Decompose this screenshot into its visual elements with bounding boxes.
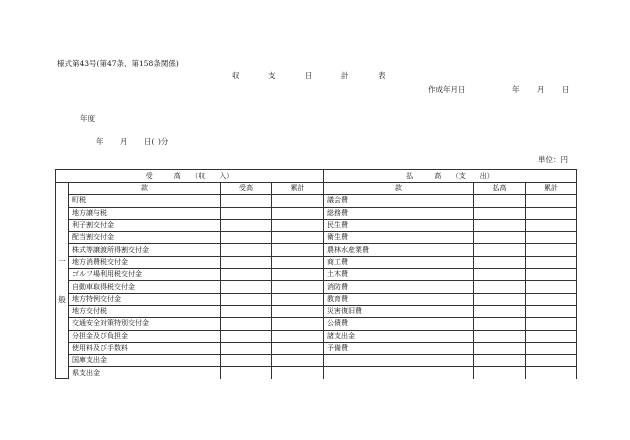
section-char: 一 <box>58 257 66 267</box>
table-row <box>56 330 577 342</box>
expenditure-item-cell <box>324 355 474 367</box>
received-amount-cell <box>221 256 272 268</box>
document-title <box>232 72 386 80</box>
period-date-fields <box>96 138 168 146</box>
received-cumulative-cell <box>272 342 324 354</box>
paid-amount-cell <box>474 244 526 256</box>
title-char: 計 <box>341 71 349 80</box>
paid-cumulative-cell <box>526 281 577 293</box>
unit-label: 単位：円 <box>538 155 568 164</box>
created-date-fields <box>512 86 570 94</box>
paid-amount-cell <box>474 269 526 281</box>
received-cumulative-cell <box>272 367 324 379</box>
title-char: 表 <box>378 71 386 80</box>
received-cumulative-cell <box>272 219 324 231</box>
received-cumulative-cell <box>272 232 324 244</box>
ledger-table <box>55 169 577 379</box>
section-char: 般 <box>58 294 66 304</box>
received-cumulative-cell <box>272 318 324 330</box>
received-amount-cell <box>221 281 272 293</box>
paid-amount-cell <box>474 318 526 330</box>
year-label: 年 <box>96 137 104 146</box>
expenditure-item-cell: 諸支出金 <box>324 330 474 342</box>
table-row <box>56 256 577 268</box>
expenditure-item-cell: 教育費 <box>324 293 474 305</box>
received-cumulative-cell <box>272 293 324 305</box>
paid-amount-cell <box>474 256 526 268</box>
received-amount-cell <box>221 219 272 231</box>
month-label: 月 <box>537 85 545 94</box>
paid-amount-cell <box>474 219 526 231</box>
paid-cumulative-cell <box>526 219 577 231</box>
received-cumulative-cell <box>272 244 324 256</box>
day-label: 日( <box>144 137 155 146</box>
paid-amount-cell <box>474 342 526 354</box>
received-cumulative-cell <box>272 305 324 317</box>
received-cumulative-cell <box>272 330 324 342</box>
received-amount-cell <box>221 342 272 354</box>
paid-amount-cell <box>474 281 526 293</box>
expenditure-item-cell: 衛生費 <box>324 232 474 244</box>
received-amount-cell <box>221 355 272 367</box>
expenditure-item-cell: 土木費 <box>324 269 474 281</box>
general-account-section <box>56 183 69 379</box>
revenue-item-cell: 交通安全対策特別交付金 <box>69 318 221 330</box>
received-cumulative-header: 累計 <box>272 183 324 195</box>
receipts-header: 受 高 （収 入） <box>56 170 324 183</box>
fiscal-year-label: 年度 <box>80 114 95 123</box>
portion-label: )分 <box>158 137 169 146</box>
paid-cumulative-cell <box>526 232 577 244</box>
expenditure-item-header: 款 <box>324 183 474 195</box>
paid-cumulative-cell <box>526 244 577 256</box>
received-amount-cell <box>221 318 272 330</box>
expenditure-item-cell: 消防費 <box>324 281 474 293</box>
received-amount-cell <box>221 293 272 305</box>
revenue-item-cell: 地方消費税交付金 <box>69 256 221 268</box>
expenditure-item-cell: 総務費 <box>324 207 474 219</box>
paid-cumulative-cell <box>526 318 577 330</box>
received-cumulative-cell <box>272 281 324 293</box>
paid-amount-cell <box>474 355 526 367</box>
paid-header: 払高 <box>474 183 526 195</box>
table-row <box>56 318 577 330</box>
paid-amount-cell <box>474 207 526 219</box>
expenditure-item-cell: 民生費 <box>324 219 474 231</box>
paid-cumulative-cell <box>526 269 577 281</box>
revenue-item-cell: 国庫支出金 <box>69 355 221 367</box>
paid-amount-cell <box>474 330 526 342</box>
year-label: 年 <box>512 85 520 94</box>
revenue-item-cell: 使用料及び手数料 <box>69 342 221 354</box>
received-cumulative-cell <box>272 195 324 207</box>
revenue-item-cell: 株式等譲渡所得割交付金 <box>69 244 221 256</box>
expenditure-item-cell: 議会費 <box>324 195 474 207</box>
title-char: 収 <box>232 71 240 80</box>
received-amount-cell <box>221 269 272 281</box>
table-row <box>56 293 577 305</box>
revenue-item-cell: 町税 <box>69 195 221 207</box>
received-cumulative-cell <box>272 256 324 268</box>
expenditure-item-cell: 公債費 <box>324 318 474 330</box>
paid-cumulative-cell <box>526 367 577 379</box>
expenditure-item-cell: 農林水産業費 <box>324 244 474 256</box>
paid-cumulative-header: 累計 <box>526 183 577 195</box>
month-label: 月 <box>120 137 128 146</box>
title-char: 支 <box>268 71 276 80</box>
revenue-item-cell: 地方特例交付金 <box>69 293 221 305</box>
expenditure-item-cell: 予備費 <box>324 342 474 354</box>
revenue-item-cell: 配当割交付金 <box>69 232 221 244</box>
paid-cumulative-cell <box>526 207 577 219</box>
paid-cumulative-cell <box>526 293 577 305</box>
day-label: 日 <box>562 85 570 94</box>
paid-amount-cell <box>474 232 526 244</box>
revenue-item-cell: 利子割交付金 <box>69 219 221 231</box>
received-cumulative-cell <box>272 355 324 367</box>
received-amount-cell <box>221 244 272 256</box>
expenditure-item-cell <box>324 367 474 379</box>
table-row <box>56 269 577 281</box>
table-row <box>56 195 577 207</box>
received-amount-cell <box>221 195 272 207</box>
received-amount-cell <box>221 305 272 317</box>
paid-cumulative-cell <box>526 355 577 367</box>
paid-amount-cell <box>474 367 526 379</box>
paid-cumulative-cell <box>526 342 577 354</box>
paid-amount-cell <box>474 305 526 317</box>
revenue-item-cell: ゴルフ場利用税交付金 <box>69 269 221 281</box>
revenue-item-cell: 地方譲与税 <box>69 207 221 219</box>
table-row <box>56 207 577 219</box>
form-number: 様式第43号(第47条、第158条関係) <box>57 59 179 68</box>
paid-amount-cell <box>474 293 526 305</box>
table-row <box>56 219 577 231</box>
paid-cumulative-cell <box>526 256 577 268</box>
table-row <box>56 232 577 244</box>
paid-cumulative-cell <box>526 330 577 342</box>
revenue-item-cell: 分担金及び負担金 <box>69 330 221 342</box>
title-char: 日 <box>305 71 313 80</box>
expenditure-item-cell: 災害復旧費 <box>324 305 474 317</box>
expenditure-item-cell: 商工費 <box>324 256 474 268</box>
revenue-item-cell: 県支出金 <box>69 367 221 379</box>
paid-amount-cell <box>474 195 526 207</box>
received-amount-cell <box>221 330 272 342</box>
received-header: 受高 <box>221 183 272 195</box>
received-cumulative-cell <box>272 207 324 219</box>
table-row <box>56 367 577 379</box>
received-amount-cell <box>221 232 272 244</box>
table-row <box>56 355 577 367</box>
revenue-item-header: 款 <box>69 183 221 195</box>
table-row <box>56 281 577 293</box>
table-row <box>56 342 577 354</box>
paid-cumulative-cell <box>526 195 577 207</box>
revenue-item-cell: 自動車取得税交付金 <box>69 281 221 293</box>
received-amount-cell <box>221 367 272 379</box>
revenue-item-cell: 地方交付税 <box>69 305 221 317</box>
table-row <box>56 305 577 317</box>
table-row <box>56 244 577 256</box>
received-cumulative-cell <box>272 269 324 281</box>
created-date-label: 作成年月日 <box>428 85 466 94</box>
paid-cumulative-cell <box>526 305 577 317</box>
received-amount-cell <box>221 207 272 219</box>
payments-header: 払 高 （支 出） <box>324 170 577 183</box>
